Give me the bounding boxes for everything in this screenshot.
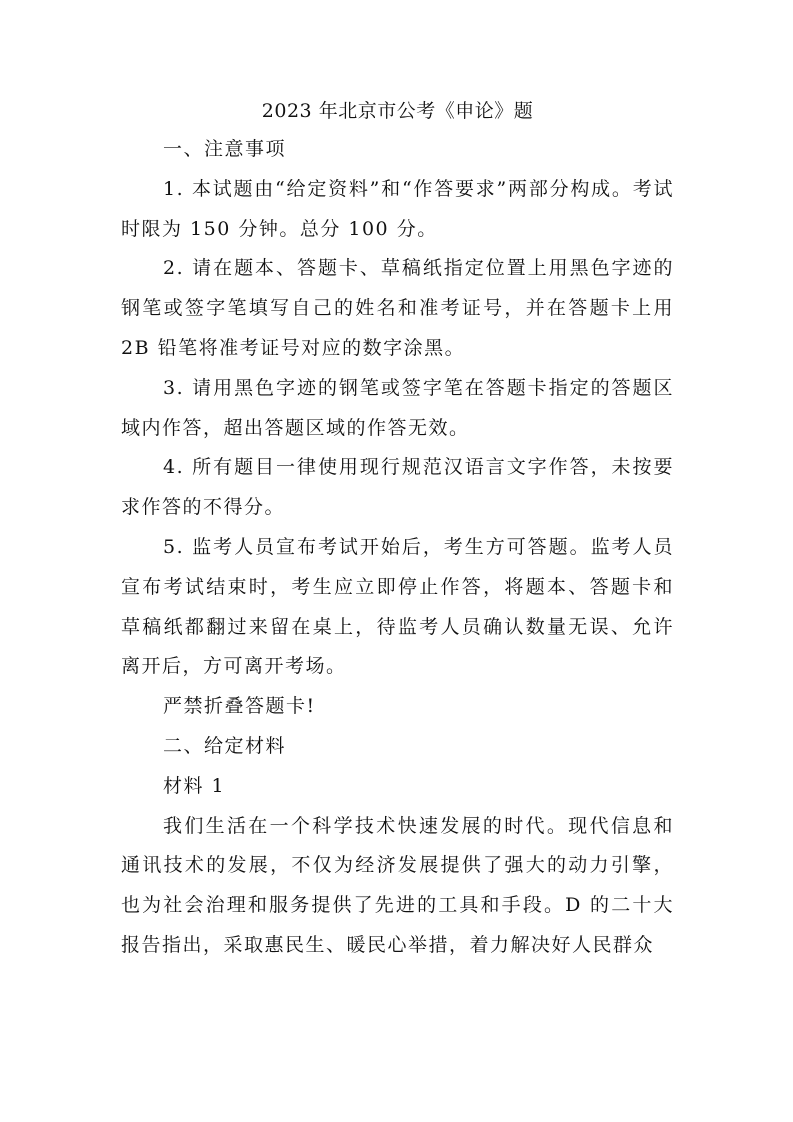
- page-title: 2023 年北京市公考《申论》题: [261, 100, 534, 122]
- document-content: [121, 92, 674, 966]
- notice-item-5: 5. 监考人员宣布考试开始后，考生方可答题。监考人员宣布考试结束时，考生应立即停止作答，将题本、答题卡和草稿纸都翻过来留在桌上，待监考人员确认数量无误、允许离开后，方可离开考场。: [121, 535, 674, 678]
- material-paragraph: 我们生活在一个科学技术快速发展的时代。现代信息和通讯技术的发展，不仅为经济发展提供了强大的动力引擎，也为社会治理和服务提供了先进的工具和手段。D 的二十大报告指出，采取惠民生、暖民心举措，着力解决好人民群众: [121, 814, 674, 956]
- notice-item-4: 4. 所有题目一律使用现行规范汉语言文字作答，未按要求作答的不得分。: [121, 456, 674, 519]
- section-heading-materials: 二、给定材料: [163, 734, 287, 757]
- section-heading-notices: 一、注意事项: [163, 138, 287, 160]
- material-label: 材料 1: [163, 774, 226, 797]
- notice-item-3: 3. 请用黑色字迹的钢笔或签字笔在答题卡指定的答题区域内作答，超出答题区域的作答无效。: [121, 376, 674, 439]
- warning-text: 严禁折叠答题卡!: [163, 695, 316, 718]
- notice-item-2: 2. 请在题本、答题卡、草稿纸指定位置上用黑色字迹的钢笔或签字笔填写自己的姓名和准考证号，并在答题卡上用 2B 铅笔将准考证号对应的数字涂黑。: [121, 257, 674, 359]
- notice-item-1: 1. 本试题由“给定资料”和“作答要求”两部分构成。考试时限为 150 分钟。总分 100 分。: [121, 177, 674, 240]
